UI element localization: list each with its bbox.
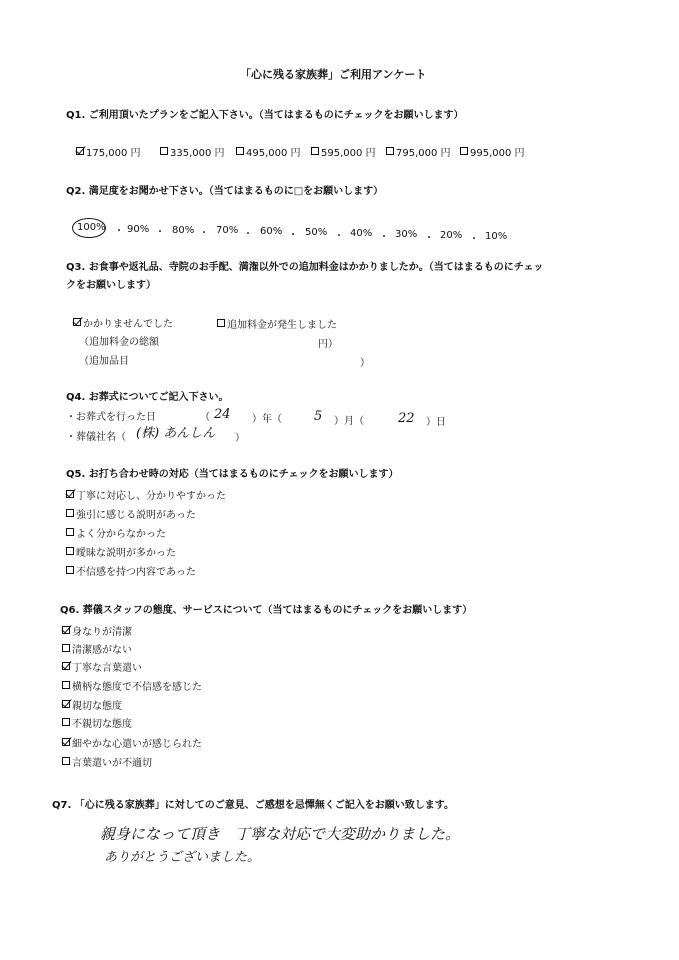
q4-company-label: ・葬儀社名（ (66, 432, 126, 443)
checkbox-icon[interactable] (236, 147, 244, 155)
q4-open-paren: （ (200, 412, 210, 423)
q5-option[interactable] (66, 566, 196, 579)
q5-option-label: 丁寧に対応し、分かりやすかった (76, 491, 226, 502)
checkbox-icon[interactable] (66, 509, 74, 517)
page-title: 「心に残る家族葬」ご利用アンケート (240, 68, 427, 81)
q1-option-995000[interactable] (460, 147, 525, 160)
q5-option-label: 曖昧な説明が多かった (76, 548, 176, 559)
q4-month-unit: ）月（ (334, 416, 364, 427)
q6-option-label: 清潔感がない (72, 645, 132, 656)
q1-option-label: 795,000 円 (396, 148, 451, 159)
checkbox-icon[interactable] (62, 718, 70, 726)
q6-option-label: 横柄な態度で不信感を感じた (72, 682, 202, 693)
q5-option[interactable] (66, 509, 196, 522)
q6-option[interactable] (62, 681, 202, 694)
q3-option-label: かかりませんでした (83, 319, 173, 330)
q4-question: Q4. お葬式についてご記入下さい。 (66, 392, 229, 403)
q2-option[interactable]: 40% (350, 228, 373, 239)
q6-option-label: 不親切な態度 (72, 719, 132, 730)
q1-option-175000[interactable] (76, 147, 141, 160)
separator-dot: ・ (199, 228, 209, 239)
q3-question-line2: クをお願いします） (66, 280, 156, 291)
checkbox-icon[interactable] (311, 147, 319, 155)
q4-company-close: ） (235, 433, 245, 444)
q3-option-none[interactable] (73, 318, 173, 331)
q2-question: Q2. 満足度をお聞かせ下さい。（当てはまるものに□をお願いします） (66, 186, 384, 197)
q3-total-label: （追加料金の総額 (79, 337, 159, 348)
q1-option-label: 995,000 円 (470, 148, 525, 159)
separator-dot: ・ (469, 234, 479, 245)
q2-option[interactable]: 30% (395, 229, 418, 240)
q6-option[interactable] (62, 626, 132, 639)
q6-option-label: 言葉遣いが不適切 (72, 758, 152, 769)
q5-option[interactable] (66, 528, 166, 541)
checkbox-icon[interactable] (460, 147, 468, 155)
checkbox-checked-icon[interactable] (62, 700, 70, 708)
q6-option[interactable] (62, 757, 152, 770)
checkbox-icon[interactable] (160, 147, 168, 155)
q5-option[interactable] (66, 547, 176, 560)
q1-option-label: 335,000 円 (170, 148, 225, 159)
q5-option[interactable] (66, 490, 226, 503)
separator-dot: ・ (379, 232, 389, 243)
checkbox-icon[interactable] (66, 547, 74, 555)
q4-day-value[interactable]: 22 (398, 411, 415, 426)
checkbox-checked-icon[interactable] (62, 738, 70, 746)
q6-option[interactable] (62, 718, 132, 731)
q2-option[interactable]: 100% (77, 222, 106, 233)
q5-option-label: よく分からなかった (76, 529, 166, 540)
q4-day-unit: ）日 (426, 417, 446, 428)
q2-option[interactable]: 90% (127, 224, 150, 235)
checkbox-icon[interactable] (62, 644, 70, 652)
q3-items-close: ） (360, 358, 370, 369)
q4-year-value[interactable]: 24 (214, 407, 231, 422)
q5-option-label: 不信感を持つ内容であった (76, 567, 196, 578)
q7-answer-line1[interactable]: 親身になって頂き 丁寧な対応で大変助かりました。 (100, 825, 461, 843)
checkbox-icon[interactable] (62, 681, 70, 689)
checkbox-checked-icon[interactable] (76, 147, 84, 155)
checkbox-icon[interactable] (386, 147, 394, 155)
q1-option-495000[interactable] (236, 147, 301, 160)
checkbox-checked-icon[interactable] (62, 662, 70, 670)
checkbox-icon[interactable] (217, 319, 225, 327)
q3-total-unit: 円） (318, 339, 338, 350)
q6-option-label: 丁寧な言葉遣い (72, 663, 142, 674)
q1-option-label: 595,000 円 (321, 148, 376, 159)
q2-option[interactable]: 20% (440, 230, 463, 241)
q3-option-extra[interactable] (217, 319, 337, 332)
checkbox-checked-icon[interactable] (62, 626, 70, 634)
q5-question: Q5. お打ち合わせ時の対応（当てはまるものにチェックをお願いします） (66, 469, 399, 480)
q2-option[interactable]: 60% (260, 226, 283, 237)
q1-option-label: 175,000 円 (86, 148, 141, 159)
checkbox-checked-icon[interactable] (66, 490, 74, 498)
separator-dot: ・ (288, 230, 298, 241)
q1-question: Q1. ご利用頂いたプランをご記入下さい。（当てはまるものにチェックをお願いします） (66, 110, 464, 121)
q3-items-label: （追加品目 (79, 356, 129, 367)
q6-question: Q6. 葬儀スタッフの態度、サービスについて（当てはまるものにチェックをお願いします） (60, 605, 473, 616)
q3-option-label: 追加料金が発生しました (227, 320, 337, 331)
q6-option[interactable] (62, 700, 122, 713)
checkbox-icon[interactable] (66, 566, 74, 574)
q6-option-label: 親切な態度 (72, 701, 122, 712)
checkbox-icon[interactable] (66, 528, 74, 536)
q1-option-595000[interactable] (311, 147, 376, 160)
separator-dot: ・ (155, 227, 165, 238)
q1-option-795000[interactable] (386, 147, 451, 160)
q1-option-label: 495,000 円 (246, 148, 301, 159)
q2-option[interactable]: 70% (216, 225, 239, 236)
q4-year-unit: ）年（ (252, 414, 282, 425)
q6-option[interactable] (62, 662, 142, 675)
q3-question-line1: Q3. お食事や返礼品、寺院のお手配、満潅以外での追加料金はかかりましたか。（当てはまるものにチェッ (66, 262, 544, 273)
q5-option-label: 強引に感じる説明があった (76, 510, 196, 521)
q4-company-value[interactable]: (株) あんしん (136, 426, 216, 441)
separator-dot: ・ (243, 229, 253, 240)
q6-option[interactable] (62, 644, 132, 657)
q1-option-335000[interactable] (160, 147, 225, 160)
q2-option[interactable]: 10% (485, 231, 508, 242)
q2-option[interactable]: 50% (305, 227, 328, 238)
q6-option-label: 身なりが清潔 (72, 627, 132, 638)
q7-question: Q7. 「心に残る家族葬」に対してのご意見、ご感想を忌憚無くご記入をお願い致します。 (52, 800, 454, 811)
separator-dot: ・ (114, 226, 124, 237)
q6-option-label: 細やかな心遣いが感じられた (72, 739, 202, 750)
q6-option[interactable] (62, 738, 202, 751)
q4-date-label: ・お葬式を行った日 (66, 412, 156, 423)
q2-option[interactable]: 80% (172, 225, 195, 236)
separator-dot: ・ (424, 233, 434, 244)
checkbox-icon[interactable] (62, 757, 70, 765)
q4-month-value[interactable]: 5 (314, 409, 323, 424)
checkbox-checked-icon[interactable] (73, 318, 81, 326)
separator-dot: ・ (334, 231, 344, 242)
q7-answer-line2[interactable]: ありがとうございました。 (104, 850, 261, 865)
